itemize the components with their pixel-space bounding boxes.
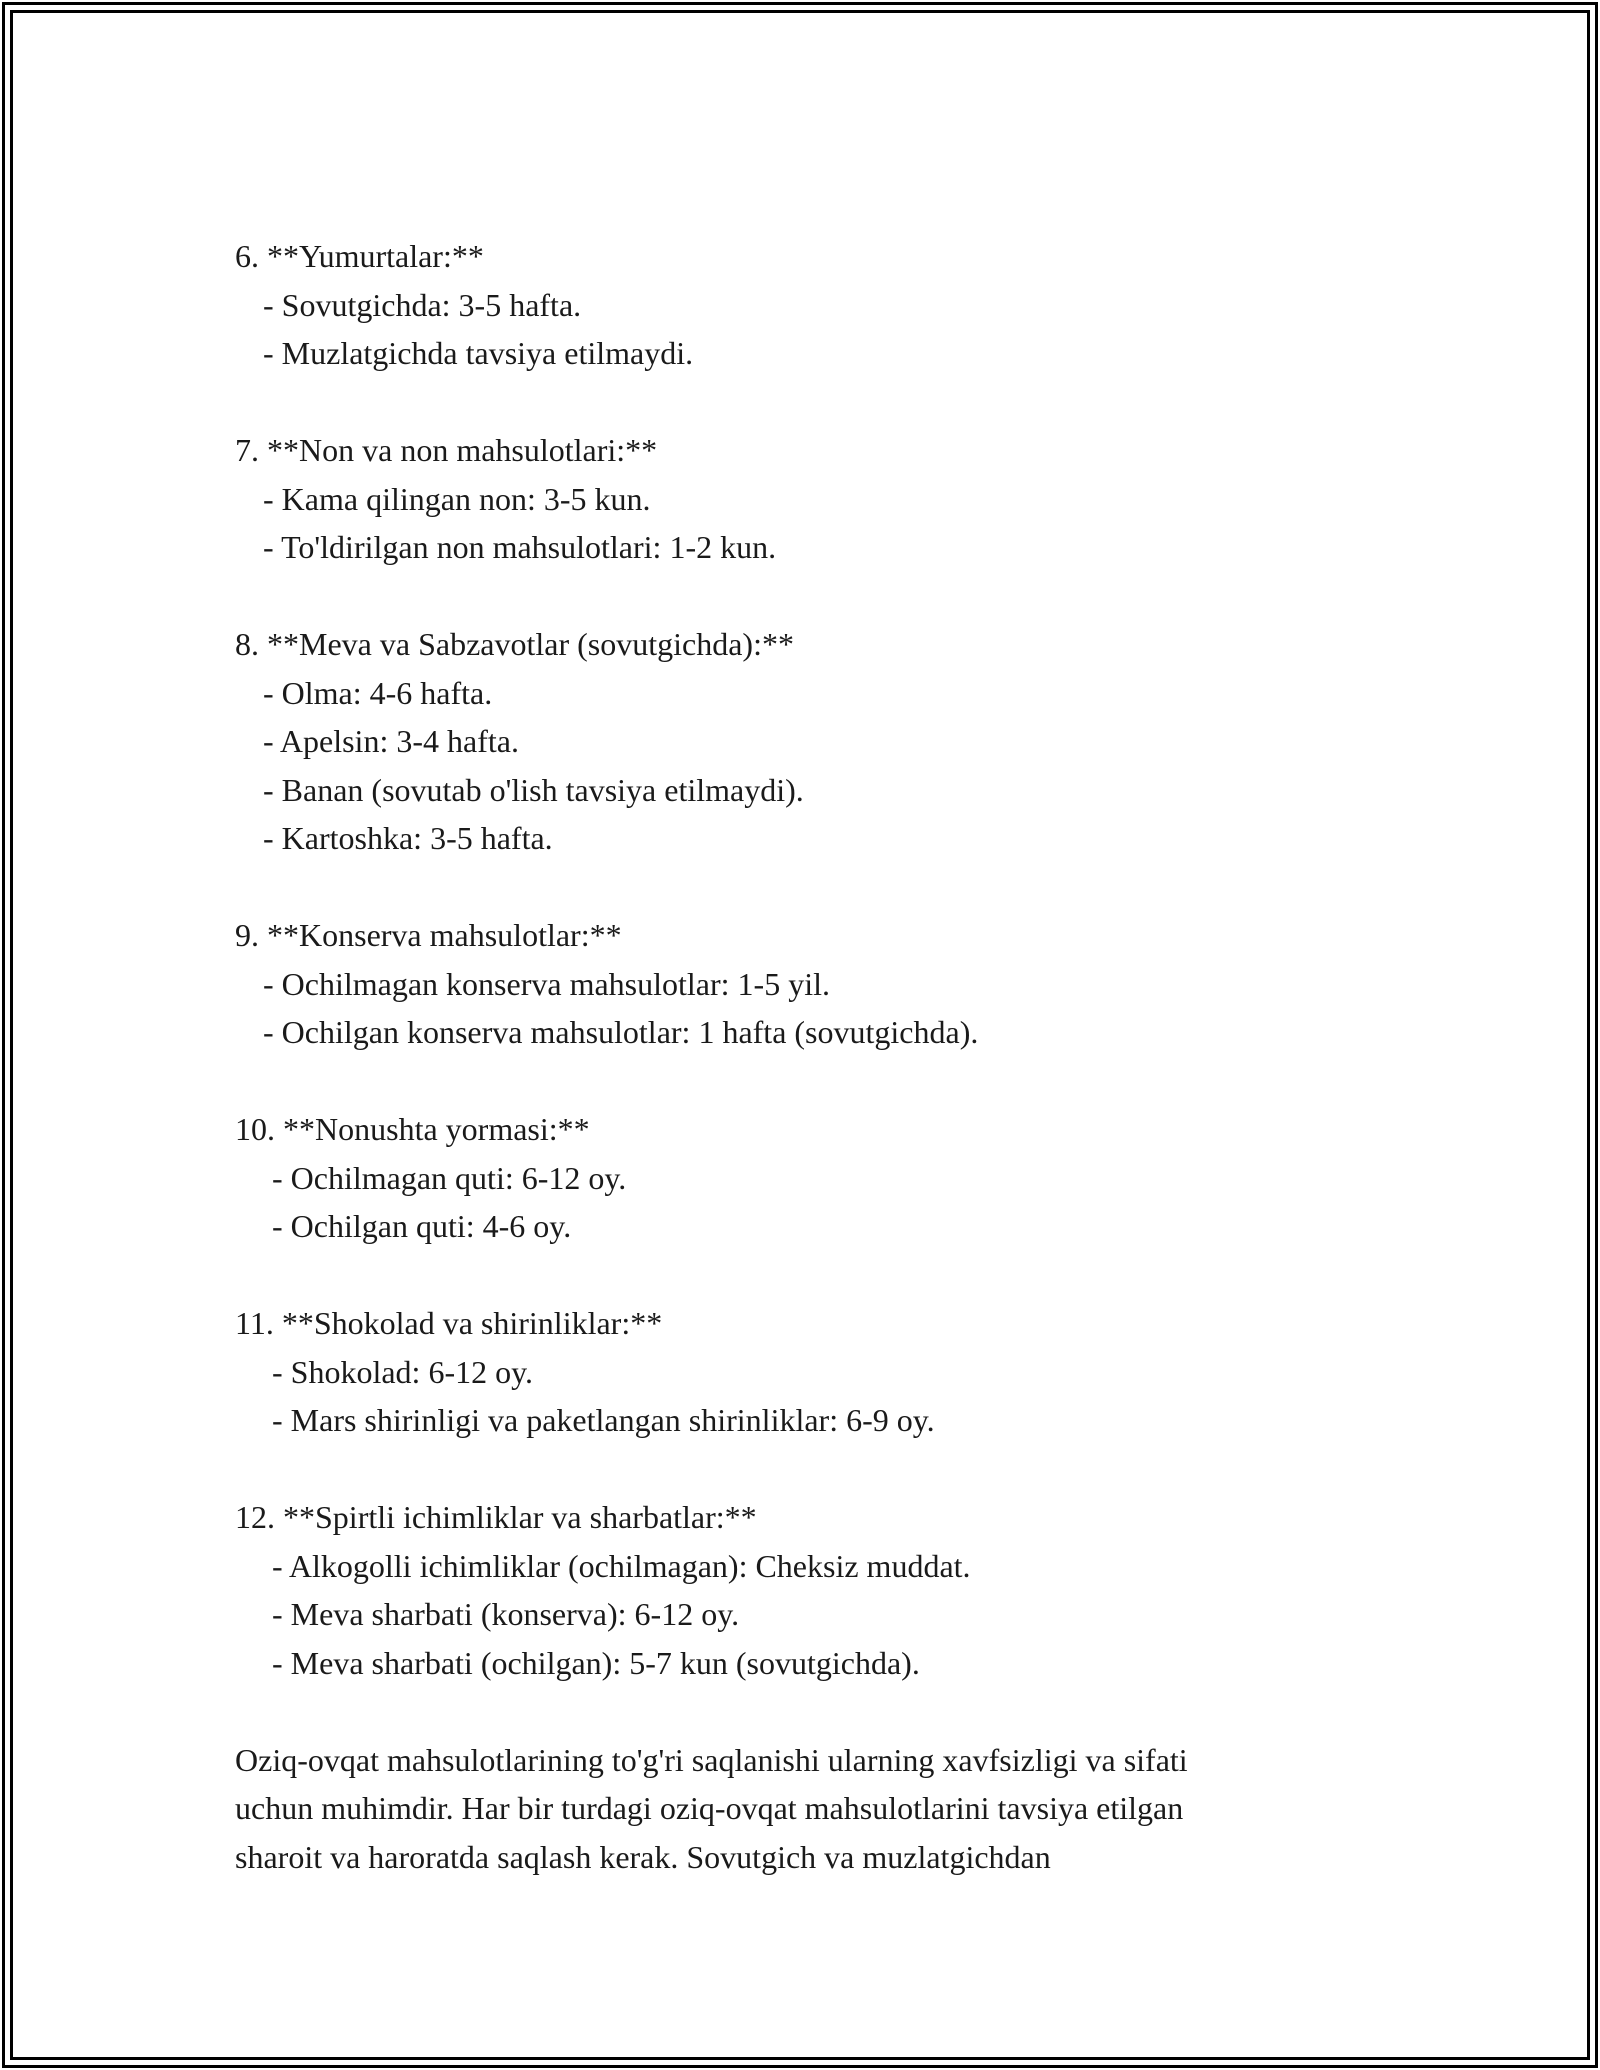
list-item: - Banan (sovutab o'lish tavsiya etilmaydi).: [263, 771, 804, 808]
closing-paragraph: [235, 1736, 1415, 1882]
list-item: - Ochilmagan konserva mahsulotlar: 1-5 yil.: [263, 965, 830, 1002]
paragraph-line: uchun muhimdir. Har bir turdagi oziq-ovqat mahsulotlarini tavsiya etilgan: [235, 1790, 1184, 1826]
section-yumurtalar: [235, 232, 1415, 378]
list-item: - Alkogolli ichimliklar (ochilmagan): Cheksiz muddat.: [272, 1547, 971, 1584]
section-shokolad: [235, 1299, 1415, 1445]
section-heading: 9. **Konserva mahsulotlar:**: [235, 917, 622, 953]
list-item: - Shokolad: 6-12 oy.: [272, 1353, 534, 1390]
list-item: - To'ldirilgan non mahsulotlari: 1-2 kun.: [263, 529, 777, 565]
paragraph-line: Oziq-ovqat mahsulotlarining to'g'ri saqlanishi ularning xavfsizligi va sifati: [235, 1741, 1188, 1778]
section-meva-sabzavotlar: [235, 620, 1415, 863]
list-item: - Kartoshka: 3-5 hafta.: [263, 820, 553, 856]
section-heading: 11. **Shokolad va shirinliklar:**: [235, 1305, 663, 1341]
list-item: - Olma: 4-6 hafta.: [263, 674, 493, 711]
document-body: [235, 232, 1415, 1881]
paragraph-line: sharoit va haroratda saqlash kerak. Sovutgich va muzlatgichdan: [235, 1838, 1051, 1875]
section-konserva: [235, 911, 1415, 1057]
list-item: - Meva sharbati (konserva): 6-12 oy.: [272, 1596, 740, 1632]
section-nonushta: [235, 1105, 1415, 1251]
section-heading: 6. **Yumurtalar:**: [235, 238, 484, 274]
section-heading: 12. **Spirtli ichimliklar va sharbatlar:**: [235, 1499, 757, 1535]
list-item: - Muzlatgichda tavsiya etilmaydi.: [263, 335, 694, 371]
list-item: - Mars shirinligi va paketlangan shirinliklar: 6-9 oy.: [272, 1402, 935, 1438]
list-item: - Ochilgan quti: 4-6 oy.: [272, 1208, 572, 1244]
list-item: - Sovutgichda: 3-5 hafta.: [263, 286, 582, 323]
list-item: - Apelsin: 3-4 hafta.: [263, 723, 519, 759]
list-item: - Kama qilingan non: 3-5 kun.: [263, 480, 651, 517]
list-item: - Meva sharbati (ochilgan): 5-7 kun (sovutgichda).: [272, 1644, 920, 1681]
section-heading: 10. **Nonushta yormasi:**: [235, 1111, 590, 1147]
list-item: - Ochilgan konserva mahsulotlar: 1 hafta (sovutgichda).: [263, 1014, 979, 1050]
section-non: [235, 426, 1415, 572]
section-ichimliklar: [235, 1493, 1415, 1687]
list-item: - Ochilmagan quti: 6-12 oy.: [272, 1159, 627, 1196]
section-heading: 8. **Meva va Sabzavotlar (sovutgichda):**: [235, 626, 794, 662]
section-heading: 7. **Non va non mahsulotlari:**: [235, 432, 658, 468]
